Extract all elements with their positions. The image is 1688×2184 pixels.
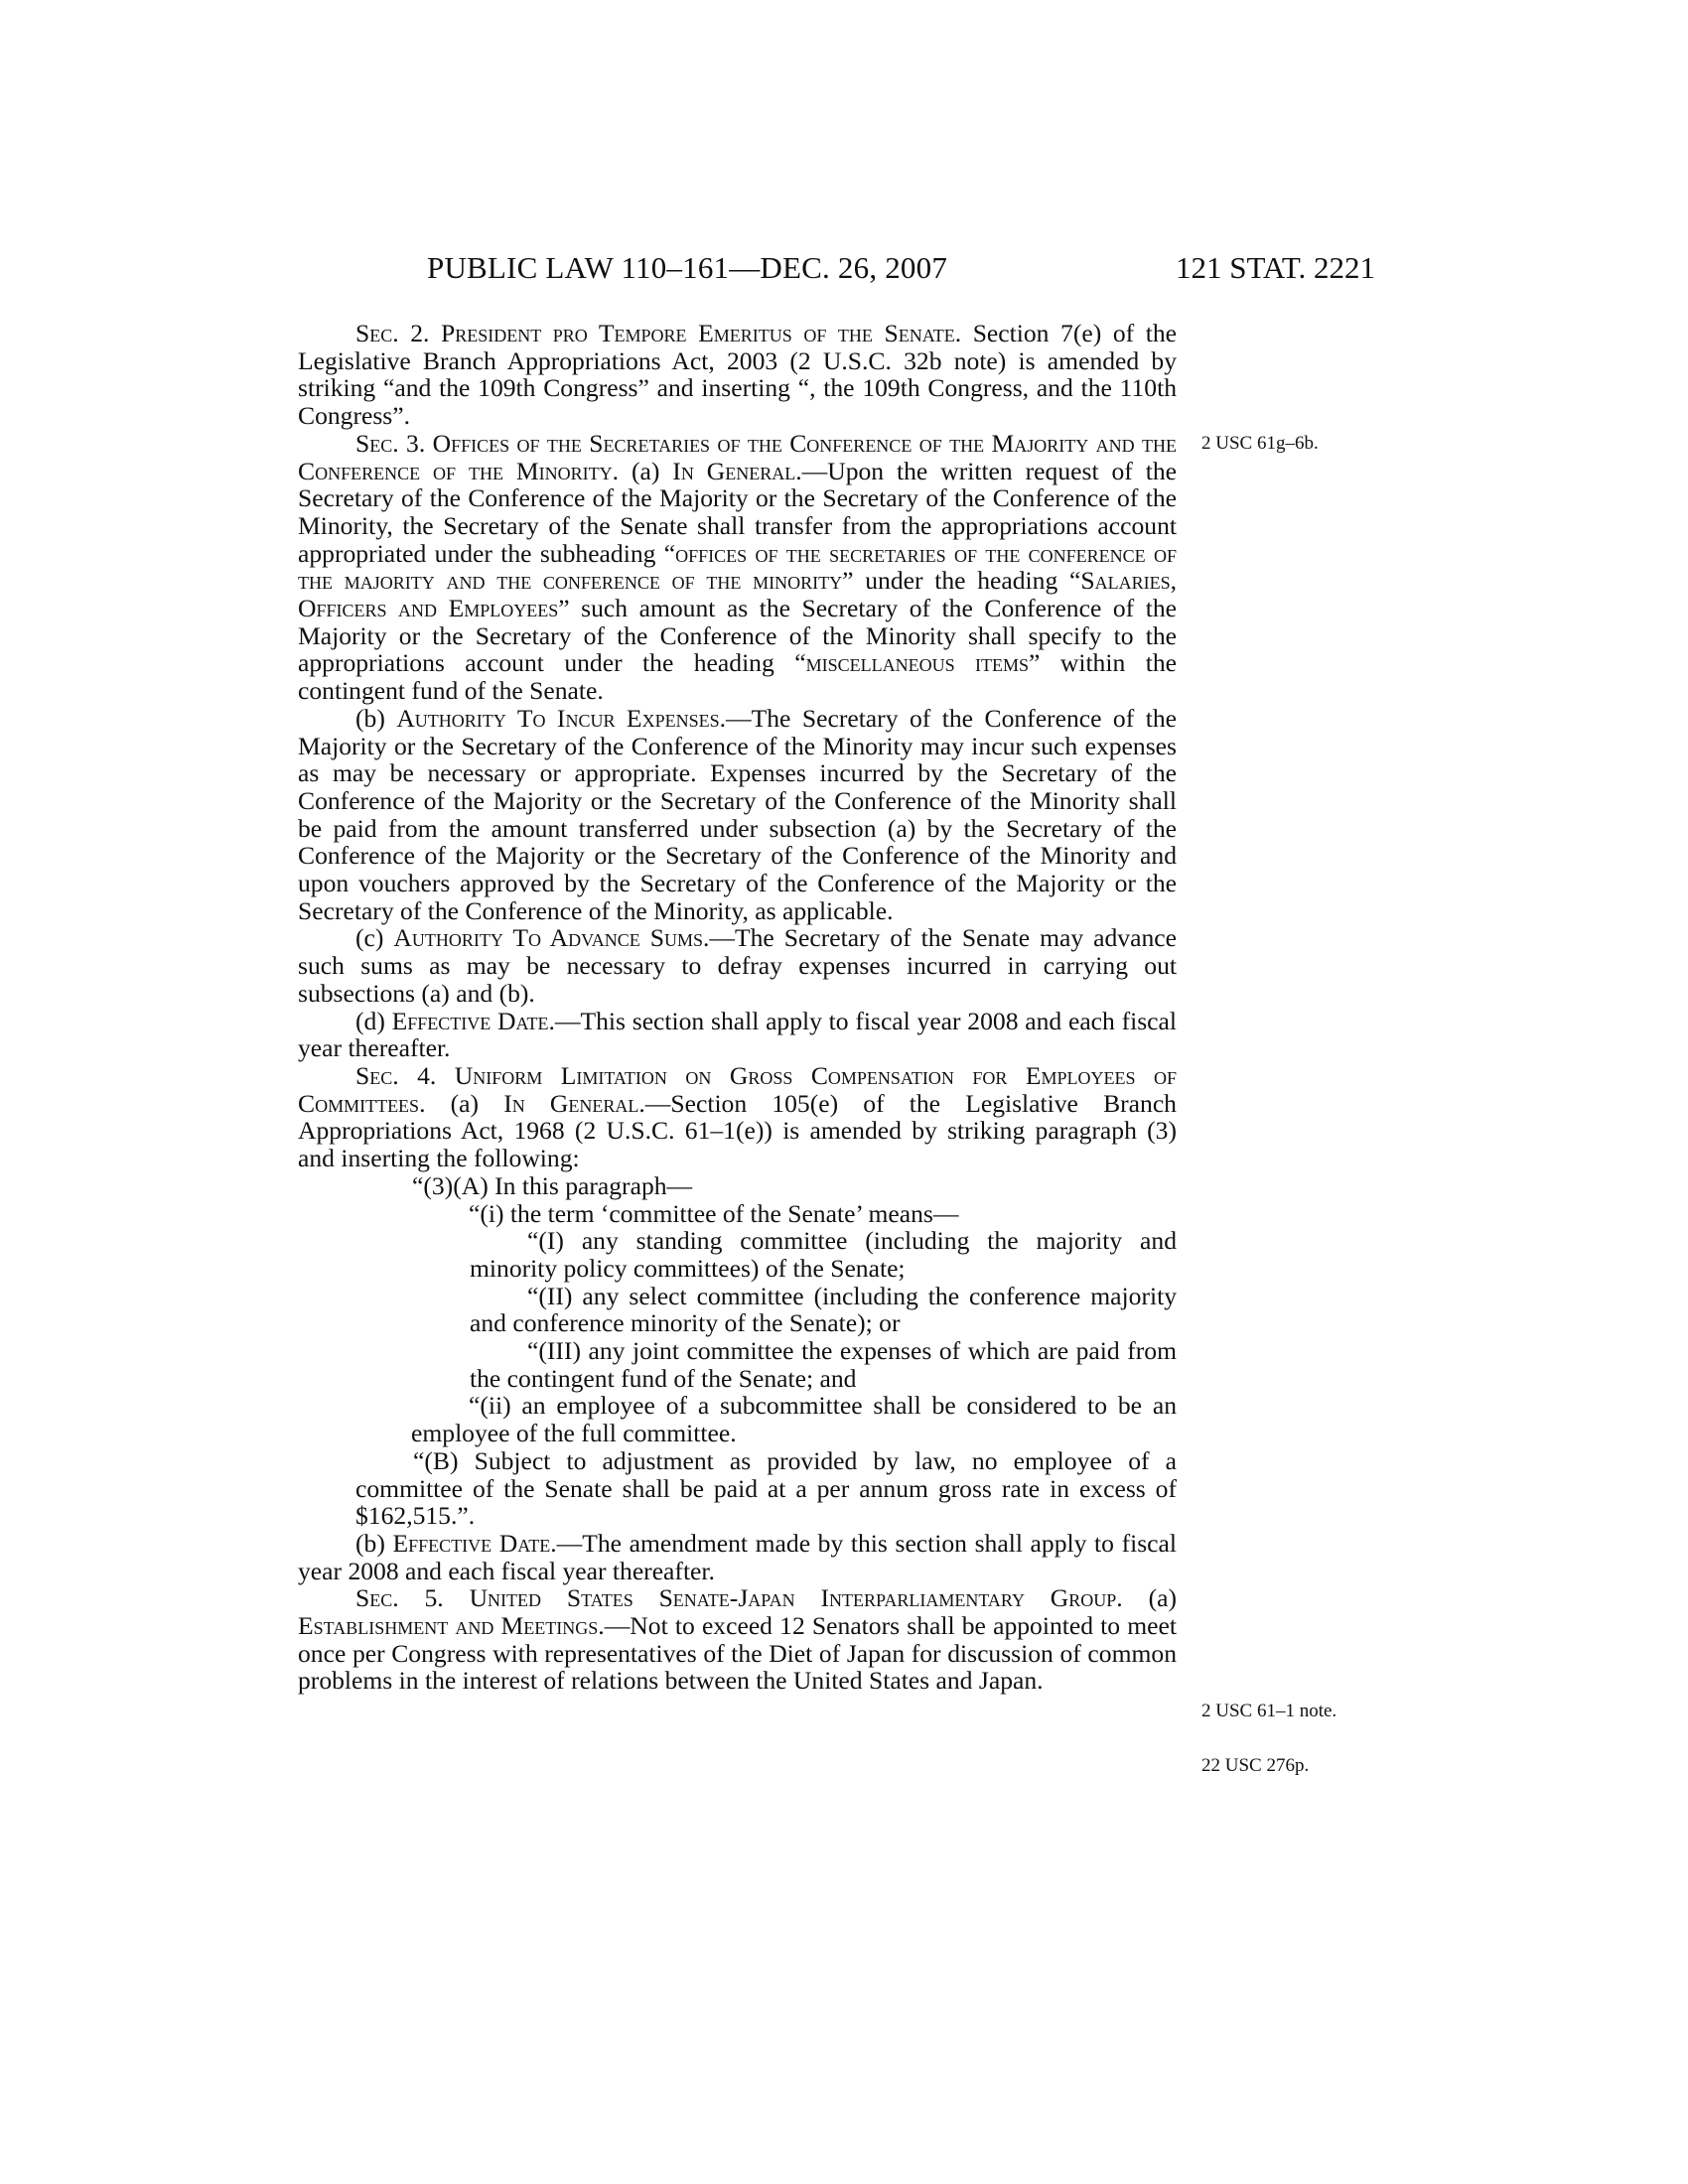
margin-note-usc-61g: 2 USC 61g–6b. xyxy=(1201,433,1319,454)
section-3-paragraph-b: (b) Authority To Incur Expenses.—The Secretary of the Conference of the Majority or the Secretary of the Conference of the Minority may incur such expenses as may be necessary or appropriate. Expenses incurred by the Secretary of the Conference of the Majority or the Secretary of the Conference of the Minority shall be paid from the amount transferred under subsection (a) by the Secretary of the Conference of the Majority or the Secretary of the Conference of the Minority and upon vouchers approved by the Secretary of the Conference of the Majority or the Secretary of the Conference of the Minority, as applicable. xyxy=(298,703,1177,925)
section-4-heading: Sec. 4. Uniform Limitation on Gross Compensation for Employees of Committees. xyxy=(298,1060,1177,1118)
quoted-clause-ii: “(ii) an employee of a subcommittee shall be considered to be an employee of the full committee. xyxy=(411,1391,1177,1448)
subsection-heading: Effective Date. xyxy=(391,1006,555,1035)
quoted-subclause-I: “(I) any standing committee (including the majority and minority policy committees) of the Senate; xyxy=(470,1226,1177,1283)
document-body xyxy=(298,320,1177,1695)
section-2-text: Section 7(e) of the Legislative Branch Appropriations Act, 2003 (2 U.S.C. 32b note) is amended by striking “and the 109th Congress” and inserting “, the 109th Congress, and the 110th Congress”. xyxy=(298,319,1177,431)
section-3-paragraph-a: Sec. 3. Offices of the Secretaries of the Conference of the Majority and the Conference of the Minority. (a) In General.—Upon the written request of the Secretary of the Conference of the Majority or the Secretary of the Conference of the Minority, the Secretary of the Senate shall transfer from the appropriations account appropriated under the subheading “offices of the secretaries of the conference of the majority and the conference of the minority” under the heading “Salaries, Officers and Employees” such amount as the Secretary of the Conference of the Majority or the Secretary of the Conference of the Minority shall specify to the appropriations account under the heading “miscellaneous items” within the contingent fund of the Senate. xyxy=(298,428,1177,706)
section-3-paragraph-c: (c) Authority To Advance Sums.—The Secretary of the Senate may advance such sums as may be necessary to defray expenses incurred in carrying out subsections (a) and (b). xyxy=(298,923,1177,1008)
header-title: PUBLIC LAW 110–161—DEC. 26, 2007 xyxy=(427,250,948,285)
section-5-paragraph-a: Sec. 5. United States Senate-Japan Interparliamentary Group. (a) Establishment and Meetings.—Not to exceed 12 Senators shall be appointed to meet once per Congress with representatives of the Diet of Japan for discussion of common problems in the interest of relations between the United States and Japan. xyxy=(298,1583,1178,1696)
subsection-heading: Establishment and Meetings. xyxy=(298,1611,605,1641)
subsection-heading: Authority To Advance Sums. xyxy=(393,923,710,953)
subsection-heading: In General. xyxy=(672,456,802,485)
section-2-heading: Sec. 2. President pro Tempore Emeritus of the Senate. xyxy=(355,319,962,347)
quoted-subclause-III: “(III) any joint committee the expenses of which are paid from the contingent fund of the Senate; and xyxy=(470,1336,1177,1393)
quoted-subclause-II: “(II) any select committee (including the conference majority and conference minority of the Senate); or xyxy=(470,1281,1177,1338)
page-header xyxy=(298,250,1375,294)
section-2-paragraph xyxy=(298,320,1177,430)
subsection-heading: Effective Date. xyxy=(392,1528,557,1558)
subsection-heading: Authority To Incur Expenses. xyxy=(396,703,726,733)
subsection-heading: In General. xyxy=(503,1088,645,1118)
margin-note-usc-61-1: 2 USC 61–1 note. xyxy=(1201,1701,1337,1721)
section-5-heading: Sec. 5. United States Senate-Japan Interparliamentary Group. xyxy=(355,1583,1123,1613)
section-4-paragraph-b: (b) Effective Date.—The amendment made by this section shall apply to fiscal year 2008 and each fiscal year thereafter. xyxy=(298,1528,1177,1585)
section-3-paragraph-d: (d) Effective Date.—This section shall apply to fiscal year 2008 and each fiscal year thereafter. xyxy=(298,1006,1178,1063)
quoted-paragraph-3a: “(3)(A) In this paragraph— xyxy=(412,1170,693,1200)
section-4-paragraph-a: Sec. 4. Uniform Limitation on Gross Compensation for Employees of Committees. (a) In General.—Section 105(e) of the Legislative Branch Appropriations Act, 1968 (2 U.S.C. 61–1(e)) is amended by striking paragraph (3) and inserting the following: xyxy=(298,1060,1177,1173)
margin-note-usc-276p: 22 USC 276p. xyxy=(1201,1755,1310,1776)
quoted-clause-i: “(i) the term ‘committee of the Senate’ means— xyxy=(469,1198,959,1228)
header-stat-page: 121 STAT. 2221 xyxy=(1175,250,1375,285)
section-3-heading: Sec. 3. Offices of the Secretaries of the Conference of the Majority and the Conference of the Minority. xyxy=(298,428,1177,485)
quoted-paragraph-3b: “(B) Subject to adjustment as provided by law, no employee of a committee of the Senate shall be paid at a per annum gross rate in excess of $162,515.”. xyxy=(355,1445,1177,1531)
